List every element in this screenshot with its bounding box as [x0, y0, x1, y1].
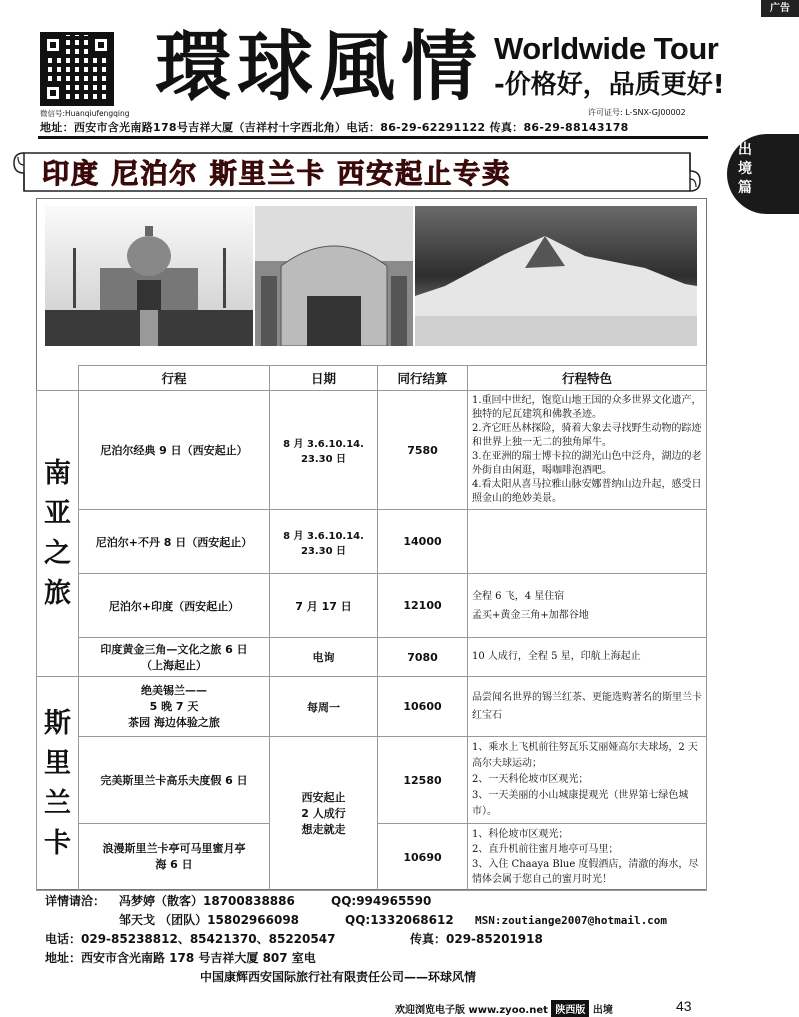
- temple-photo: [255, 206, 413, 346]
- section-tab-label: 出境篇: [738, 142, 752, 196]
- himalaya-photo: [415, 206, 697, 346]
- wechat-id: 微信号:Huanqiufengqing: [40, 109, 130, 118]
- route-cell: 尼泊尔经典 9 日（西安起止）: [79, 391, 270, 510]
- route-cell: 尼泊尔+不丹 8 日（西安起止）: [79, 510, 270, 574]
- price-cell: 12100: [378, 574, 468, 638]
- license-number: 许可证号: L-SNX-GJ00002: [588, 108, 686, 117]
- table-row: [37, 677, 707, 737]
- route-cell: 绝美锡兰—— 5 晚 7 天 茶园 海边体验之旅: [79, 677, 270, 737]
- features-cell: 1.重回中世纪，饱览山地王国的众多世界文化遗产，独特的尼瓦建筑和佛教圣迹。 2.齐它旺丛林探险，骑着大象去寻找野生动物的踪迹和世界上独一无二的独角犀牛。 3.在亚洲的瑞士博卡拉的湖光山色中泛舟，湖边的老外街自由闲逛，喝咖啡泡酒吧。 4.看太阳从喜马拉雅山脉安娜普纳山边升起，感受日照金山的绝妙美景。: [468, 391, 707, 510]
- qr-finder-icon: [43, 83, 63, 103]
- qr-finder-icon: [43, 35, 63, 55]
- date-cell: 7 月 17 日: [270, 574, 378, 638]
- table-row: [37, 574, 707, 638]
- qq-1: QQ:994965590: [331, 894, 432, 908]
- header-divider: [38, 136, 708, 139]
- welcome-link[interactable]: 欢迎浏览电子版 www.zyoo.net: [395, 1005, 548, 1016]
- destination-photos: [45, 206, 697, 346]
- table-row: [37, 737, 707, 824]
- route-cell: 浪漫斯里兰卡亭可马里蜜月亭 海 6 日: [79, 824, 270, 891]
- price-cell: 12580: [378, 737, 468, 824]
- date-cell: 西安起止 2 人成行 想走就走: [270, 737, 378, 891]
- table-row: [37, 510, 707, 574]
- date-cell: 电询: [270, 638, 378, 677]
- qr-code[interactable]: [40, 32, 114, 106]
- header-date: 日期: [270, 366, 378, 391]
- date-cell: 每周一: [270, 677, 378, 737]
- qr-finder-icon: [91, 35, 111, 55]
- header-route: 行程: [79, 366, 270, 391]
- company-name: 中国康辉西安国际旅行社有限责任公司——环球风情: [200, 970, 477, 984]
- contact-footer: [45, 892, 710, 987]
- features-cell: 1、乘水上飞机前往努瓦乐艾丽娅高尔夫球场，2 天高尔夫球运动； 2、一天科伦坡市区观光； 3、一天美丽的小山城康提观光（世界第七绿色城市）。: [468, 737, 707, 824]
- route-cell: 完美斯里兰卡高乐夫度假 6 日: [79, 737, 270, 824]
- route-cell: 尼泊尔+印度（西安起止）: [79, 574, 270, 638]
- taj-mahal-photo: [45, 206, 253, 346]
- edition-badge: 陕西版: [551, 1000, 589, 1017]
- table-header-row: [37, 366, 707, 391]
- date-cell: 8 月 3.6.10.14. 23.30 日: [270, 510, 378, 574]
- page-number: 43: [676, 998, 692, 1014]
- banner-title: 印度 尼泊尔 斯里兰卡 西安起止专卖: [42, 159, 512, 190]
- msn-link[interactable]: MSN:zoutiange2007@hotmail.com: [475, 914, 668, 927]
- date-cell: 8 月 3.6.10.14. 23.30 日: [270, 391, 378, 510]
- brand-logo-text: 環球風情: [155, 22, 483, 111]
- price-cell: 14000: [378, 510, 468, 574]
- region-south-asia: 南亚之旅: [37, 391, 79, 677]
- price-cell: 10690: [378, 824, 468, 891]
- office-address: 地址：西安市含光南路 178 号吉祥大厦 807 室电: [45, 951, 316, 965]
- header-price: 同行结算: [378, 366, 468, 391]
- features-cell: 10 人成行，全程 5 星，印航上海起止: [468, 638, 707, 677]
- contact-person-2: 邹天戈 （团队）15802966098: [119, 913, 300, 927]
- price-cell: 7080: [378, 638, 468, 677]
- table-row: [37, 391, 707, 510]
- features-cell: [468, 510, 707, 574]
- contact-label: 详情请洽：: [45, 894, 106, 908]
- qq-2: QQ:1332068612: [345, 913, 454, 927]
- header-address: 地址：西安市含光南路178号吉祥大厦（吉祥村十字西北角）电话：86-29-62291122 传真：86-29-88143178: [40, 121, 629, 134]
- price-cell: 10600: [378, 677, 468, 737]
- ad-label: 广告: [761, 0, 799, 17]
- contact-person-1: 冯梦婷（散客）18700838886: [119, 894, 295, 908]
- route-cell: 印度黄金三角—文化之旅 6 日 （上海起止）: [79, 638, 270, 677]
- brand-english: Worldwide Tour: [494, 31, 719, 66]
- region-sri-lanka: 斯里兰卡: [37, 677, 79, 891]
- header-spacer: [37, 366, 79, 391]
- features-cell: 全程 6 飞，4 星住宿 孟买+黄金三角+加都谷地: [468, 574, 707, 638]
- table-row: [37, 638, 707, 677]
- bottom-strip: [395, 1000, 613, 1017]
- features-cell: 品尝闻名世界的锡兰红茶、更能选购著名的斯里兰卡红宝石: [468, 677, 707, 737]
- price-cell: 7580: [378, 391, 468, 510]
- phone-numbers: 电话：029-85238812、85421370、85220547: [45, 932, 336, 946]
- header-features: 行程特色: [468, 366, 707, 391]
- tour-table: [36, 365, 707, 891]
- slogan: -价格好，品质更好!: [494, 70, 725, 100]
- features-cell: 1、科伦坡市区观光； 2、直升机前往蜜月地亭可马里； 3、入住 Chaaya Blue 度假酒店，清澈的海水，尽情体会属于您自己的蜜月时光！: [468, 824, 707, 891]
- fax-number: 传真：029-85201918: [410, 932, 543, 946]
- section-tab[interactable]: [727, 134, 799, 214]
- section-name: 出境: [592, 1005, 613, 1016]
